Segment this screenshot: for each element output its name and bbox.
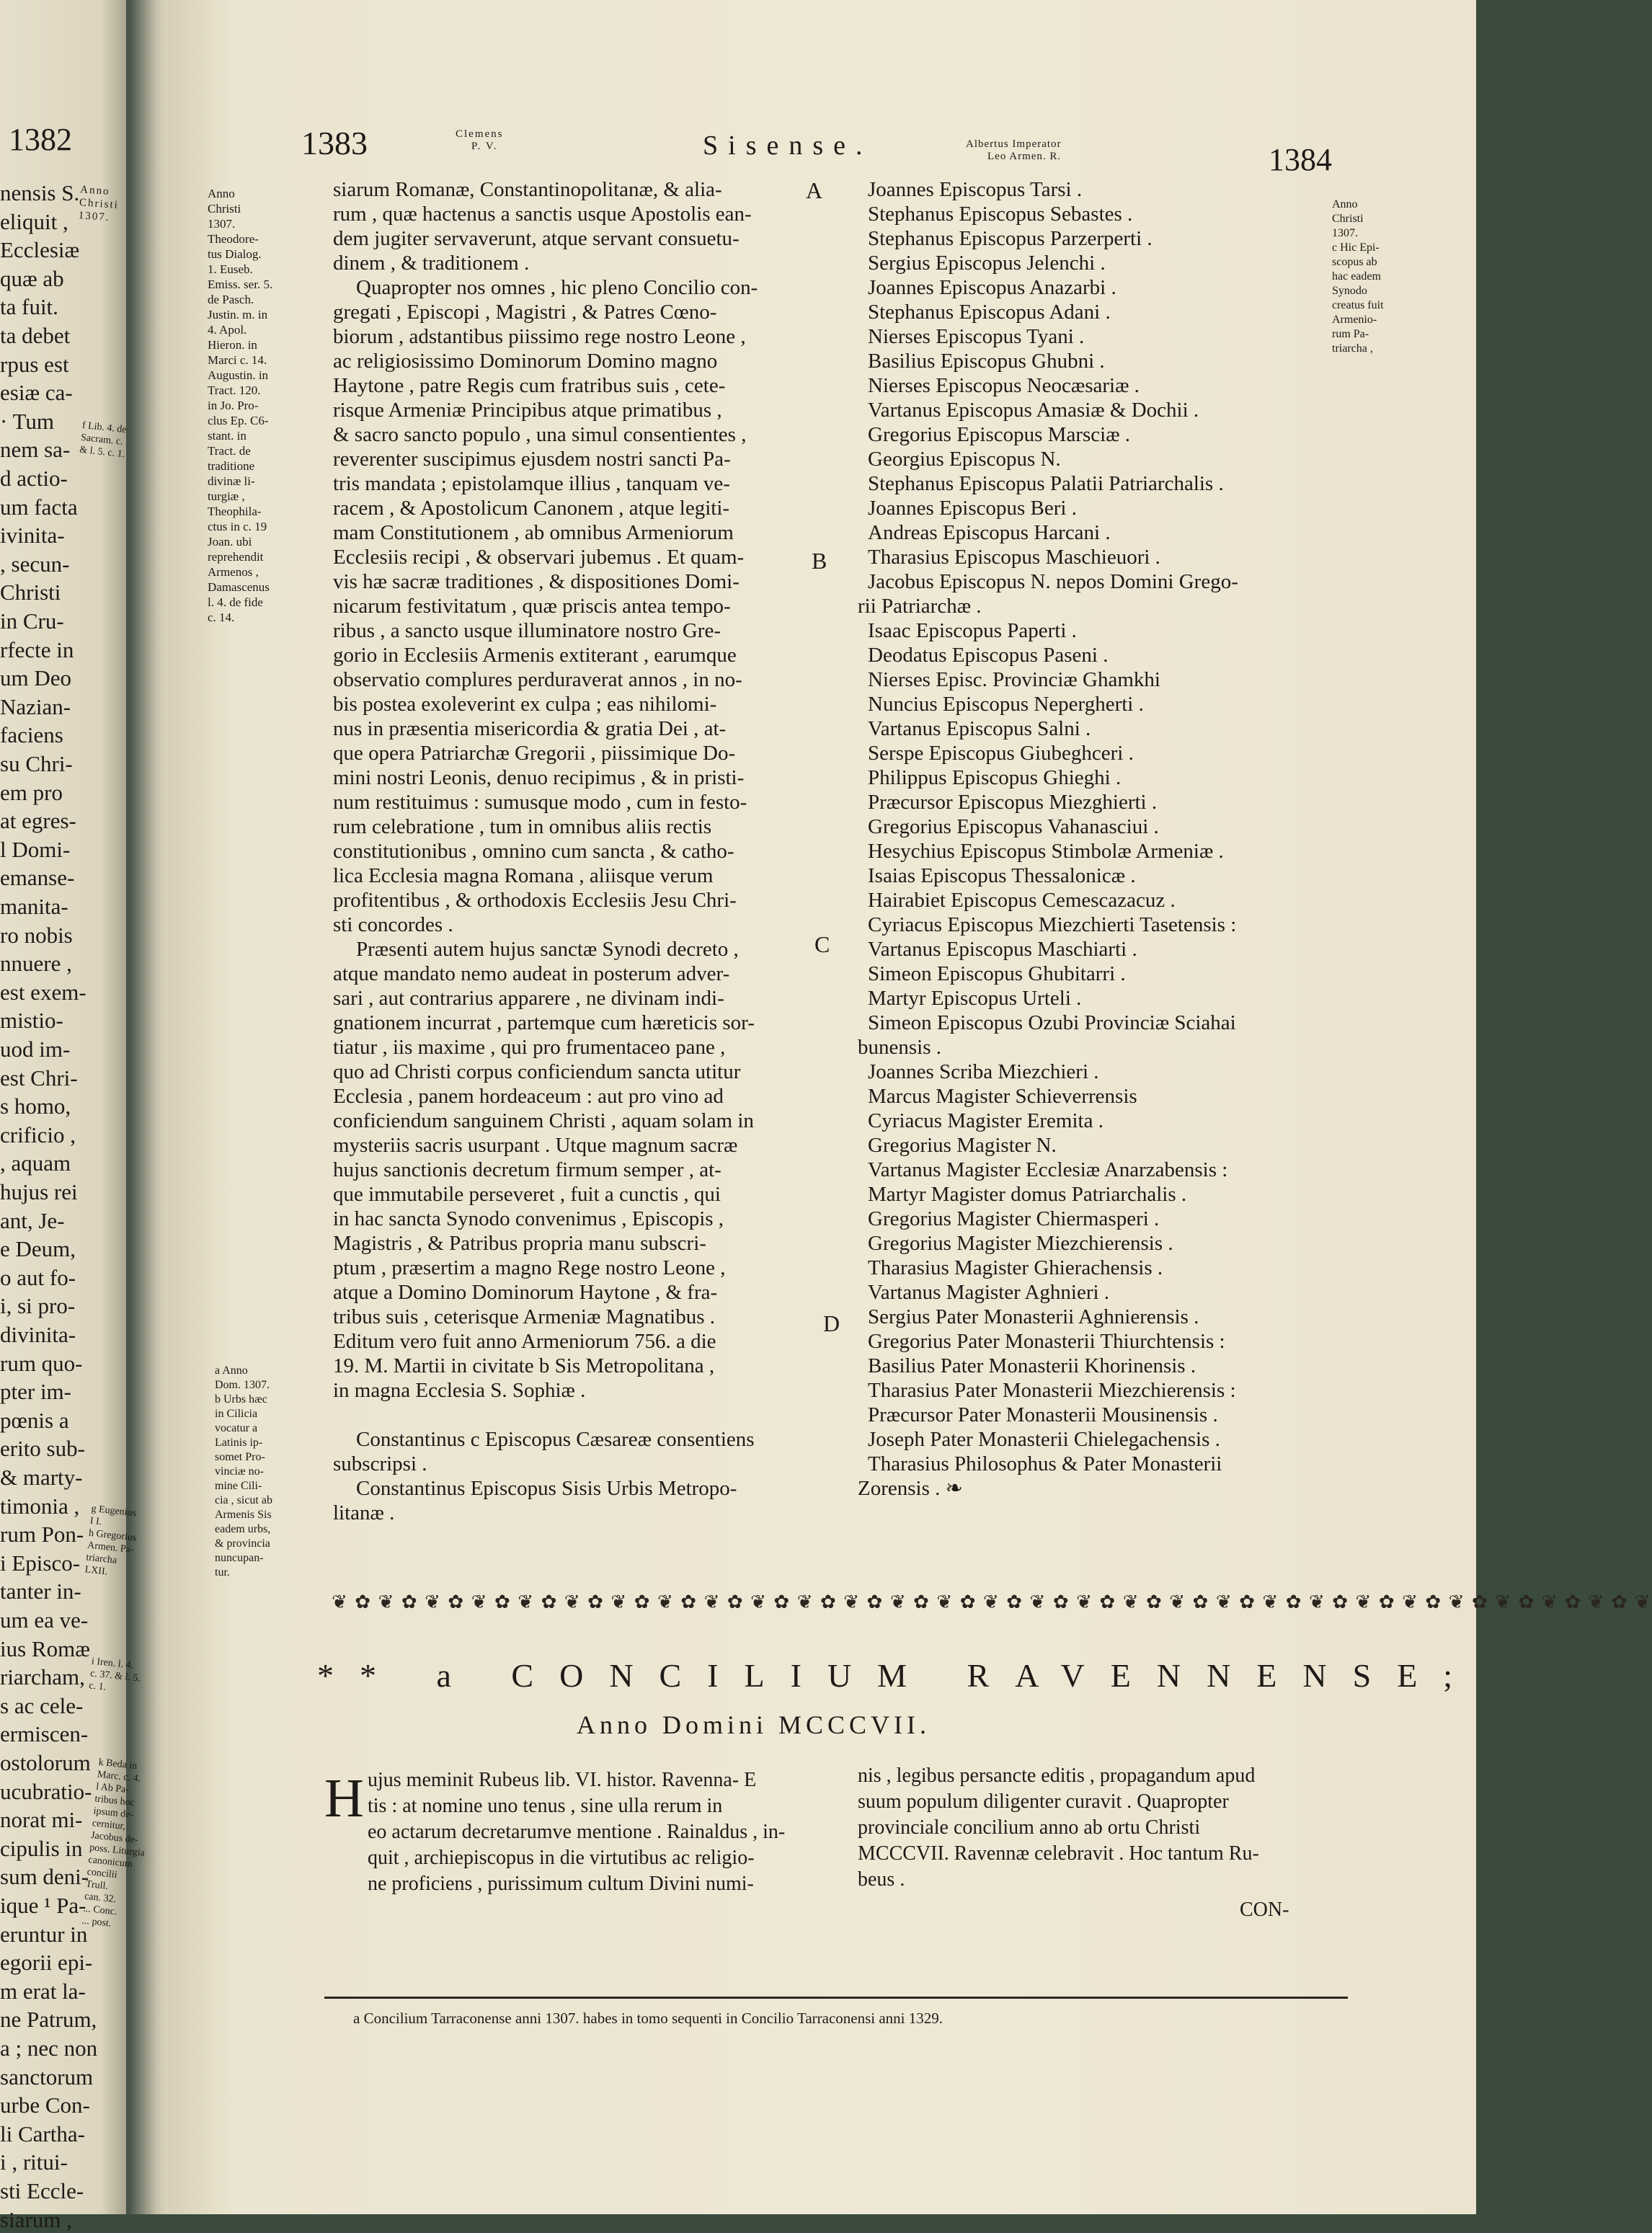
council-text-line: ujus meminit Rubeus lib. VI. histor. Ravenna- E: [368, 1769, 757, 1791]
left-page-line: manita-: [0, 894, 68, 919]
council-text-line: suum populum diligenter curavit . Quapropter: [858, 1790, 1229, 1813]
left-page-line: egorii epi-: [0, 1950, 93, 1976]
left-page-line: rfecte in: [0, 636, 74, 662]
margin-note-line: Marci c. 14.: [208, 353, 267, 367]
margin-note-line: creatus fuit: [1332, 299, 1384, 311]
text-line: rum , quæ hactenus a sanctis usque Apostolis ean-: [333, 203, 752, 226]
text-line: litanæ .: [333, 1501, 395, 1524]
left-page-line: ant, Je-: [0, 1207, 65, 1233]
signatory-line: Isaias Episcopus Thessalonicæ .: [868, 864, 1136, 887]
margin-note-line: c. 14.: [208, 611, 235, 624]
signatory-line: Vartanus Episcopus Maschiarti .: [868, 938, 1137, 961]
signatory-line: Gregorius Magister N.: [868, 1134, 1057, 1157]
margin-note-line: Synodo: [1332, 285, 1367, 297]
council-text-line: MCCCVII. Ravennæ celebravit . Hoc tantum Ru-: [858, 1842, 1259, 1865]
left-page-line: ius Romæ: [0, 1635, 90, 1661]
margin-note-line: tur.: [215, 1566, 230, 1579]
text-line: quo ad Christi corpus conficiendum sancta utitur: [333, 1060, 741, 1083]
left-page-line: uod im-: [0, 1036, 71, 1062]
text-line: racem , & Apostolicum Canonem , atque legiti-: [333, 497, 730, 520]
text-line: bis postea exoleverint ex culpa ; eas nihilomi-: [333, 693, 717, 716]
signatory-line: Serspe Episcopus Giubeghceri .: [868, 742, 1134, 765]
signatory-line: Nierses Episcopus Tyani .: [868, 325, 1085, 348]
signatory-line: Stephanus Episcopus Parzerperti .: [868, 227, 1153, 250]
margin-note-line: Augustin. in: [208, 368, 269, 382]
text-line: gnationem incurrat , partemque cum hæreticis sor-: [333, 1011, 755, 1034]
text-line: gregati , Episcopi , Magistri , & Patres Cœno-: [333, 301, 717, 324]
left-page-line: nem sa-: [0, 437, 71, 463]
signatory-line: Basilius Episcopus Ghubni .: [868, 350, 1105, 373]
left-page-line: est Chri-: [0, 1065, 78, 1091]
signatory-line: bunensis .: [858, 1036, 941, 1059]
left-page-line: ique ¹ Pa-: [0, 1893, 86, 1918]
signatory-line: Deodatus Episcopus Paseni .: [868, 644, 1109, 667]
text-line: Editum vero fuit anno Armeniorum 756. a die: [333, 1330, 716, 1353]
margin-note-line: eadem urbs,: [215, 1523, 271, 1535]
text-line: mini nostri Leonis, denuo recipimus , & in pristi-: [333, 766, 745, 789]
left-page-anno-margin: Anno Christi 1307.: [78, 184, 120, 224]
signatory-line: Sergius Episcopus Jelenchi .: [868, 252, 1106, 275]
text-line: Ecclesiis recipi , & observari jubemus . Et quam-: [333, 546, 745, 569]
signatory-line: Hairabiet Episcopus Cemescazacuz .: [868, 889, 1176, 912]
left-page-line: rpus est: [0, 351, 69, 377]
margin-note-line: a Anno: [215, 1364, 248, 1377]
text-line: reverenter suscipimus ejusdem nostri sancti Pa-: [333, 448, 731, 471]
margin-note-line: 1. Euseb.: [208, 262, 253, 276]
text-line: 19. M. Martii in civitate b Sis Metropolitana ,: [333, 1354, 715, 1377]
margin-note-line: 1307.: [208, 217, 236, 231]
left-page-line: erito sub-: [0, 1436, 85, 1462]
left-page-line: hujus rei: [0, 1179, 78, 1204]
margin-note-line: b Urbs hæc: [215, 1393, 267, 1406]
margin-note-line: Joan. ubi: [208, 535, 252, 549]
left-page-line: ta fuit.: [0, 294, 58, 320]
left-page-line: ostolorum: [0, 1750, 91, 1775]
left-page-line: divinita-: [0, 1322, 76, 1347]
margin-note-line: clus Ep. C6-: [208, 414, 269, 427]
signatory-line: Vartanus Magister Aghnieri .: [868, 1281, 1110, 1304]
text-line: Haytone , patre Regis cum fratribus suis , cete-: [333, 374, 726, 397]
signatory-line: Simeon Episcopus Ghubitarri .: [868, 962, 1126, 985]
left-page-line: at egres-: [0, 808, 76, 834]
left-page-line: crificio ,: [0, 1122, 76, 1147]
text-line: Ecclesia , panem hordeaceum : aut pro vino ad: [333, 1085, 724, 1108]
left-margin-notes-lower: [215, 1364, 272, 1580]
margin-note-line: Damascenus: [208, 580, 270, 594]
signatory-line: Gregorius Episcopus Marsciæ .: [868, 423, 1131, 446]
margin-note-line: & provincia: [215, 1537, 270, 1550]
signatory-line: Martyr Episcopus Urteli .: [868, 987, 1082, 1010]
left-page-line: i Episco-: [0, 1550, 81, 1576]
text-line: Magistris , & Patribus propria manu subscri-: [333, 1232, 706, 1255]
section-letter: C: [814, 931, 830, 957]
signatory-line: Martyr Magister domus Patriarchalis .: [868, 1183, 1187, 1206]
signatory-line: Hesychius Episcopus Stimbolæ Armeniæ .: [868, 840, 1224, 863]
text-line: Præsenti autem hujus sanctæ Synodi decreto ,: [356, 938, 739, 961]
page-number-1383: 1383: [301, 125, 368, 161]
text-line: que immutabile perseveret , fuit a cunctis , qui: [333, 1183, 721, 1206]
text-line: tribus suis , ceterisque Armeniæ Magnatibus .: [333, 1305, 715, 1328]
left-page-line: su Chri-: [0, 751, 73, 776]
signatory-line: Joseph Pater Monasterii Chielegachensis .: [868, 1428, 1220, 1451]
left-page-line: faciens: [0, 722, 63, 748]
left-page-line: i , ritui-: [0, 2149, 68, 2175]
left-page-line: riarcham,: [0, 1664, 85, 1690]
signatory-line: Vartanus Magister Ecclesiæ Anarzabensis :: [868, 1158, 1228, 1181]
margin-note-line: 1307.: [1332, 227, 1358, 239]
council-text-left: [324, 1767, 785, 1897]
left-page-line: cipulis in: [0, 1835, 83, 1861]
left-text-column: [333, 177, 758, 1525]
signatory-line: Stephanus Episcopus Sebastes .: [868, 203, 1133, 226]
running-title-left: Clemens P. V.: [456, 128, 504, 152]
signatory-line: Basilius Pater Monasterii Khorinensis .: [868, 1354, 1196, 1377]
margin-note-line: Hieron. in: [208, 338, 257, 352]
left-page-number: 1382: [9, 122, 72, 157]
margin-note-line: cia , sicut ab: [215, 1494, 272, 1506]
left-page-line: tanter in-: [0, 1579, 81, 1604]
ornamental-band: ❦ ✿ ❦ ✿ ❦ ✿ ❦ ✿ ❦ ✿ ❦ ✿ ❦ ✿ ❦ ✿ ❦ ✿ ❦ ✿ ❦ ✿ ❦ ✿ ❦ ✿ ❦ ✿ ❦ ✿ ❦ ✿ ❦ ✿ ❦ ✿ ❦ ✿ ❦ ✿ ❦ ✿ ❦ ✿ ❦ ✿ ❦ ✿ ❦ ✿ ❦ ✿ ❦ ✿ ❦ ✿ ❦: [332, 1591, 1652, 1612]
left-page-line: emanse-: [0, 865, 75, 891]
signatory-line: Nierses Episc. Provinciæ Ghamkhi: [868, 668, 1160, 691]
text-line: biorum , adstantibus piissimo rege nostro Leone ,: [333, 325, 746, 348]
signatory-line: Gregorius Pater Monasterii Thiurchtensis :: [868, 1330, 1225, 1353]
margin-note-line: vinciæ no-: [215, 1465, 264, 1478]
left-page-line: a ; nec non: [0, 2036, 98, 2061]
text-line: nicarum festivitatum , quæ priscis antea tempo-: [333, 595, 731, 618]
left-page-line: eliquit ,: [0, 208, 68, 234]
signatory-line: Zorensis . ❧: [858, 1477, 963, 1500]
left-page-line: ne Patrum,: [0, 2007, 97, 2033]
left-page-line: sti Eccle-: [0, 2178, 84, 2203]
left-page-line: em pro: [0, 779, 63, 805]
running-title-right: Albertus Imperator Leo Armen. R.: [966, 138, 1062, 162]
text-line: in hac sancta Synodo convenimus , Episcopis ,: [333, 1207, 724, 1230]
left-page-line: timonia ,: [0, 1493, 80, 1519]
text-line: ac religiosissimo Dominorum Domino magno: [333, 350, 718, 373]
left-page-line: siarum ,: [0, 2206, 72, 2232]
signatory-line: Tharasius Magister Ghierachensis .: [868, 1256, 1163, 1279]
signatory-line: Stephanus Episcopus Palatii Patriarchalis .: [868, 472, 1224, 495]
drop-cap-initial: H: [324, 1768, 364, 1829]
signatory-line: Tharasius Philosophus & Pater Monasterii: [868, 1452, 1222, 1475]
signatory-line: Andreas Episcopus Harcani .: [868, 521, 1111, 544]
council-title: ** a CONCILIUM RAVENNENSE;: [317, 1657, 1479, 1694]
left-page-line: ivinita-: [0, 523, 65, 549]
margin-note-line: Armenis Sis: [215, 1509, 272, 1521]
left-page-line: um facta: [0, 494, 78, 520]
signatory-line: Gregorius Episcopus Vahanasciui .: [868, 815, 1159, 838]
margin-note-line: c Hic Epi-: [1332, 241, 1380, 254]
signatory-line: Georgius Episcopus N.: [868, 448, 1061, 471]
left-margin-notes: [208, 186, 272, 625]
margin-note-line: turgiæ ,: [208, 489, 245, 503]
council-subtitle: Anno Domini MCCCVII.: [577, 1710, 931, 1739]
text-line: in magna Ecclesia S. Sophiæ .: [333, 1379, 586, 1402]
right-margin-notes: [1332, 197, 1384, 356]
signatory-line: Vartanus Episcopus Amasiæ & Dochii .: [868, 399, 1199, 422]
text-line: tris mandata ; epistolamque illius , tanquam ve-: [333, 472, 730, 495]
margin-note-line: Tract. de: [208, 444, 251, 458]
text-line: & sacro sancto populo , una simul consentientes ,: [333, 423, 747, 446]
left-page-line: um Deo: [0, 665, 72, 691]
left-page-line: s homo,: [0, 1093, 71, 1119]
margin-note-line: 4. Apol.: [208, 323, 247, 337]
text-line: que opera Patriarchæ Gregorii , piissimique Do-: [333, 742, 736, 765]
margin-note-line: Dom. 1307.: [215, 1379, 270, 1391]
text-line: mysteriis sacris usurpant . Utque magnum sacræ: [333, 1134, 738, 1157]
margin-note-line: triarcha ,: [1332, 342, 1373, 355]
margin-note-line: de Pasch.: [208, 293, 254, 306]
council-text-line: quit , archiepiscopus in die virtutibus ac religio-: [368, 1847, 755, 1869]
margin-note-line: Anno: [1332, 198, 1358, 210]
text-line: dinem , & traditionem .: [333, 252, 530, 275]
text-line: gorio in Ecclesiis Armenis extiterant , earumque: [333, 644, 737, 667]
signatory-line: Marcus Magister Schieverrensis: [868, 1085, 1137, 1108]
left-page: [0, 0, 146, 2232]
text-line: Constantinus c Episcopus Cæsareæ consentiens: [356, 1428, 755, 1451]
margin-note-line: nuncupan-: [215, 1552, 264, 1564]
signatory-line: Joannes Scriba Miezchieri .: [868, 1060, 1099, 1083]
left-page-line: quæ ab: [0, 265, 64, 291]
left-page-line: e Deum,: [0, 1236, 76, 1262]
signatory-line: Isaac Episcopus Paperti .: [868, 619, 1077, 642]
signatory-line: Joannes Episcopus Beri .: [868, 497, 1077, 520]
text-line: ptum , præsertim a magno Rege nostro Leone ,: [333, 1256, 726, 1279]
margin-note-line: in Jo. Pro-: [208, 399, 259, 412]
text-line: atque mandato nemo audeat in posterum adver-: [333, 962, 730, 985]
text-line: num restituimus : sumusque modo , cum in festo-: [333, 791, 747, 814]
signatory-line: Joannes Episcopus Tarsi .: [868, 178, 1083, 201]
text-line: nus in præsentia misericordia & gratia Dei , at-: [333, 717, 727, 740]
text-line: conficiendum sanguinem Christi , aquam solam in: [333, 1109, 754, 1132]
text-line: hujus sanctionis decretum firmum semper , at-: [333, 1158, 721, 1181]
text-line: tiatur , iis maxime , qui pro frumentaceo pane ,: [333, 1036, 726, 1059]
margin-note-line: vocatur a: [215, 1422, 258, 1434]
left-page-line: sanctorum: [0, 2064, 94, 2090]
signatory-line: Stephanus Episcopus Adani .: [868, 301, 1111, 324]
margin-note-line: Tract. 120.: [208, 383, 261, 397]
margin-note-line: reprehendit: [208, 550, 264, 564]
left-page-line: d actio-: [0, 466, 68, 491]
left-page-line: ta debet: [0, 323, 71, 348]
left-page-line: est exem-: [0, 979, 86, 1005]
text-line: Quapropter nos omnes , hic pleno Concilio con-: [356, 276, 758, 299]
left-page-line: esiæ ca-: [0, 380, 73, 406]
text-line: profitentibus , & orthodoxis Ecclesiis Jesu Chri-: [333, 889, 737, 912]
signatory-line: Cyriacus Episcopus Miezchierti Tasetensis :: [868, 913, 1237, 936]
council-text-line: nis , legibus persancte editis , propagandum apud: [858, 1764, 1256, 1787]
left-page-line: Christi: [0, 580, 61, 605]
left-page-line: urbe Con-: [0, 2092, 90, 2118]
margin-note-line: Christi: [208, 202, 241, 216]
signatory-line: Gregorius Magister Miezchierensis .: [868, 1232, 1173, 1255]
left-page-line: um ea ve-: [0, 1607, 89, 1633]
margin-note-line: Armenos ,: [208, 565, 259, 579]
signatory-line: Philippus Episcopus Ghieghi .: [868, 766, 1122, 789]
margin-note-line: ctus in c. 19: [208, 520, 267, 533]
text-line: rum celebratione , tum in omnibus aliis rectis: [333, 815, 712, 838]
text-line: subscripsi .: [333, 1452, 427, 1475]
text-line: observatio complures perduraverat annos , in no-: [333, 668, 742, 691]
left-page-line: ro nobis: [0, 922, 73, 948]
left-page-line: s ac cele-: [0, 1692, 84, 1718]
signatory-line: Gregorius Magister Chiermasperi .: [868, 1207, 1160, 1230]
text-line: ribus , a sancto usque illuminatore nostro Gre-: [333, 619, 721, 642]
signatory-line: Nierses Episcopus Neocæsariæ .: [868, 374, 1140, 397]
left-page-line: rum quo-: [0, 1350, 83, 1376]
signatories-list: [858, 177, 1238, 1501]
signatory-line: Tharasius Pater Monasterii Miezchierensis :: [868, 1379, 1236, 1402]
margin-note-line: divinæ li-: [208, 474, 255, 488]
left-page-line: o aut fo-: [0, 1264, 76, 1290]
margin-note-line: traditione: [208, 459, 255, 473]
left-page-line: nensis S.: [0, 180, 80, 205]
margin-note-line: Christi: [1332, 213, 1364, 225]
left-page-line: in Cru-: [0, 608, 64, 634]
text-line: mam Constitutionem , ab omnibus Armeniorum: [333, 521, 734, 544]
footnote-rule: [324, 1997, 1348, 1999]
signatory-line: Cyriacus Magister Eremita .: [868, 1109, 1103, 1132]
council-text-line: provinciale concilium anno ab ortu Christi: [858, 1816, 1201, 1839]
council-text-line: beus .: [858, 1868, 905, 1891]
text-line: Constantinus Episcopus Sisis Urbis Metropo-: [356, 1477, 737, 1500]
margin-note-line: hac eadem: [1332, 270, 1381, 283]
signatory-line: Jacobus Episcopus N. nepos Domini Grego-: [868, 570, 1238, 593]
text-line: sari , aut contrarius apparere , ne divinam indi-: [333, 987, 724, 1010]
margin-note-line: Justin. m. in: [208, 308, 268, 321]
text-line: lica Ecclesia magna Romana , aliisque verum: [333, 864, 714, 887]
left-page-line: pœnis a: [0, 1407, 69, 1433]
left-page-line: sum deni-: [0, 1864, 89, 1890]
council-text-line: eo actarum decretarumve mentione . Rainaldus , in-: [368, 1821, 786, 1843]
margin-note-line: Theodore-: [208, 232, 259, 246]
margin-note-line: rum Pa-: [1332, 328, 1369, 340]
text-line: [333, 1403, 758, 1427]
margin-note-line: stant. in: [208, 429, 247, 443]
section-letter: D: [823, 1310, 840, 1336]
left-page-line: m erat la-: [0, 1978, 86, 2004]
text-line: vis hæ sacræ traditiones , & dispositiones Domi-: [333, 570, 740, 593]
margin-note-line: Emiss. ser. 5.: [208, 278, 273, 291]
signatory-line: Joannes Episcopus Anazarbi .: [868, 276, 1116, 299]
left-page-line: i, si pro-: [0, 1293, 76, 1319]
signatory-line: Tharasius Episcopus Maschieuori .: [868, 546, 1160, 569]
margin-note-line: mine Cili-: [215, 1480, 262, 1492]
signatory-line: Vartanus Episcopus Salni .: [868, 717, 1091, 740]
margin-note-line: in Cilicia: [215, 1408, 258, 1420]
margin-note-line: Theophila-: [208, 505, 262, 518]
council-text-right: [858, 1763, 1289, 1923]
page-number-1384: 1384: [1269, 142, 1332, 177]
left-page-line: ermiscen-: [0, 1721, 89, 1747]
left-page-line: · Tum: [0, 408, 54, 434]
margin-note-line: Latinis ip-: [215, 1437, 263, 1449]
signatory-line: Sergius Pater Monasterii Aghnierensis .: [868, 1305, 1199, 1328]
left-page-note: g Eugenius I I. h Gregorius Armen. Pa- triarcha LXII.: [84, 1503, 137, 1578]
left-page-line: Ecclesiæ: [0, 237, 80, 263]
text-line: dem jugiter servaverunt, atque servant consuetu-: [333, 227, 740, 250]
signatory-line: Præcursor Episcopus Miezghierti .: [868, 791, 1158, 814]
left-page-line: rum Pon-: [0, 1522, 84, 1548]
signatory-line: Simeon Episcopus Ozubi Provinciæ Sciahai: [868, 1011, 1236, 1034]
council-text-line: tis : at nomine uno tenus , sine ulla rerum in: [368, 1795, 723, 1817]
section-letter: A: [806, 177, 823, 203]
margin-note-line: somet Pro-: [215, 1451, 265, 1463]
footnote: a Concilium Tarraconense anni 1307. habes in tomo sequenti in Concilio Tarraconensi anni 1329.: [353, 2010, 943, 2027]
council-text-line: ne proficiens , purissimum cultum Divini numi-: [368, 1873, 754, 1895]
margin-note-line: tus Dialog.: [208, 247, 262, 261]
left-page-note: f Lib. 4. de Sacram. c. & l. 5. c. 1.: [79, 419, 128, 461]
text-line: constitutionibus , omnino cum sancta , & catho-: [333, 840, 734, 863]
text-line: atque a Domino Dominorum Haytone , & fra-: [333, 1281, 718, 1304]
center-running-title: Sisense.: [703, 130, 873, 161]
left-page-line: , aquam: [0, 1150, 71, 1176]
left-page-line: pter im-: [0, 1379, 71, 1405]
council-text-line: CON-: [1240, 1899, 1289, 1921]
margin-note-line: Armenio-: [1332, 314, 1377, 326]
text-line: siarum Romanæ, Constantinopolitanæ, & alia-: [333, 178, 722, 201]
left-page-line: li Cartha-: [0, 2121, 85, 2147]
left-page-line: Nazian-: [0, 693, 71, 719]
left-page-line: norat mi-: [0, 1807, 83, 1833]
section-letter: B: [812, 548, 827, 574]
signatory-line: Nuncius Episcopus Nepergherti .: [868, 693, 1144, 716]
signatory-line: Præcursor Pater Monasterii Mousinensis .: [868, 1403, 1218, 1426]
signatory-line: rii Patriarchæ .: [858, 595, 982, 618]
text-line: risque Armeniæ Principibus atque primatibus ,: [333, 399, 722, 422]
left-page-note: i Iren. l. 4. c. 37. & l. 5. c. 1.: [88, 1656, 141, 1693]
left-page-note: k Beda in Marc. c. 4. l Ab Pa- tribus hoc ipsum de- cernitur, Jacobus de- poss. Liturgia canonicum concilii Trull. can. 32. ... Conc. ... post.: [81, 1757, 146, 1930]
left-page-line: , secun-: [0, 551, 70, 577]
margin-note-line: Anno: [208, 187, 235, 200]
margin-note-line: scopus ab: [1332, 256, 1377, 268]
margin-note-line: l. 4. de fide: [208, 595, 263, 609]
left-page-line: & marty-: [0, 1465, 83, 1490]
text-line: sti concordes .: [333, 913, 453, 936]
left-page-line: l Domi-: [0, 836, 71, 862]
left-page-line: ucubratio-: [0, 1778, 92, 1804]
left-page-line: eruntur in: [0, 1921, 88, 1947]
left-page-line: mistio-: [0, 1008, 63, 1034]
left-page-line: nnuere ,: [0, 951, 72, 977]
